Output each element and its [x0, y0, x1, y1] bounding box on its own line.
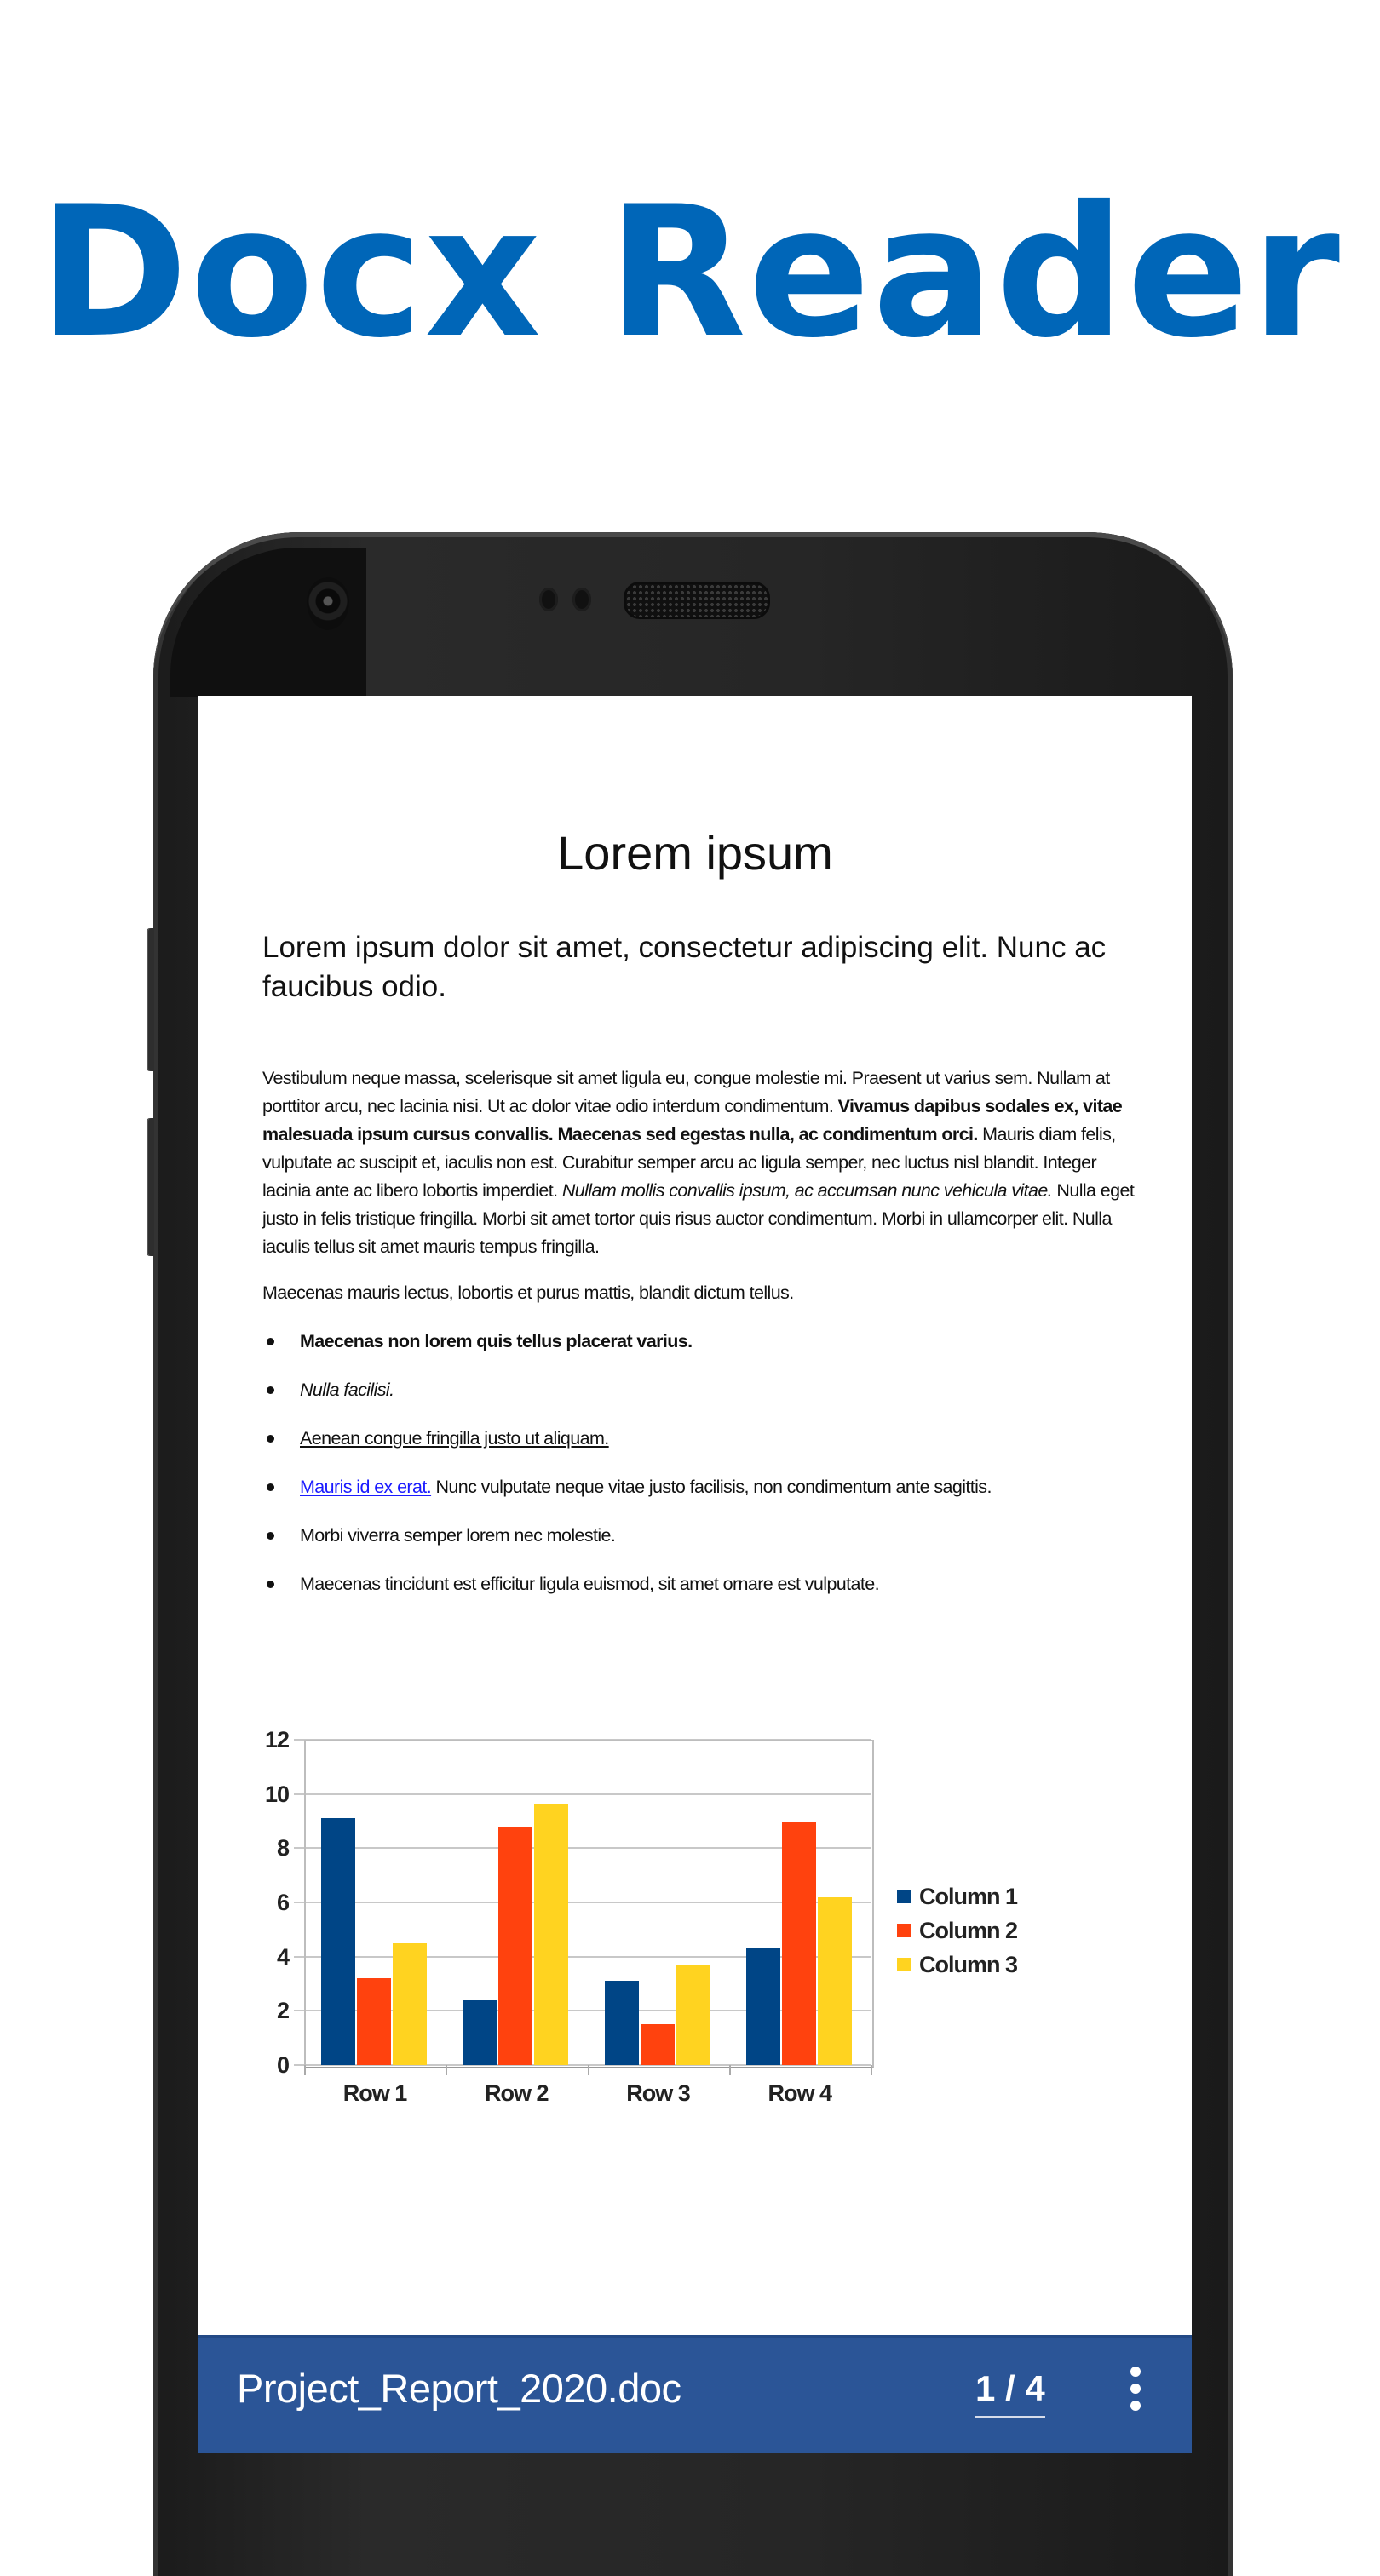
volume-down-button	[147, 1118, 154, 1256]
bullet-icon	[267, 1581, 274, 1588]
paragraph-bold-text: Vivamus dapibus sodales ex, vitae malesuada ipsum cursus convallis. Maecenas sed egestas nulla, ac condimentum orci.	[262, 1096, 1123, 1145]
x-tick	[729, 2065, 731, 2075]
legend-item	[897, 1879, 1017, 1913]
paragraph-text: Nulla eget justo in felis tristique fringilla. Morbi sit amet tortor quis risus auctor condimentum. Morbi in ullamcorper elit. Nulla iaculis tellus sit amet mauris tempus fringilla.	[262, 1180, 1135, 1257]
y-tick-label: 12	[264, 1727, 289, 1753]
x-tick-label: Row 4	[768, 2080, 831, 2106]
x-tick-label: Row 3	[626, 2080, 690, 2106]
y-tick-label: 10	[264, 1781, 289, 1807]
chart-bar	[321, 1818, 355, 2065]
legend-swatch-icon	[897, 1958, 911, 1971]
list-item	[262, 1425, 1157, 1473]
bottom-toolbar	[198, 2335, 1192, 2453]
bullet-icon	[267, 1338, 274, 1345]
document-paragraph	[262, 1064, 1148, 1261]
chart-bar	[746, 1948, 780, 2065]
x-tick-label: Row 1	[342, 2080, 407, 2106]
chart-bar	[676, 1965, 710, 2065]
paragraph-italic-text: Nullam mollis convallis ipsum, ac accumsan nunc vehicula vitae.	[561, 1180, 1053, 1201]
x-tick	[588, 2065, 589, 2075]
light-sensor-icon	[572, 588, 591, 611]
app-screen	[198, 696, 1192, 2453]
chart-bar	[357, 1978, 391, 2065]
chart-bar	[818, 1897, 852, 2065]
bullet-icon	[267, 1435, 274, 1443]
y-tick-label: 0	[276, 2052, 289, 2078]
paragraph-text: Mauris diam felis, vulputate ac suscipit et, iaculis non est. Curabitur semper arcu ac ligula semper, nec luctus nisl blandit. Integer lacinia ante ac libero lobortis imperdiet.	[262, 1124, 1116, 1201]
legend-label: Column 1	[919, 1884, 1018, 1909]
chart-bar	[393, 1943, 427, 2065]
y-tick-label: 4	[276, 1943, 289, 1970]
list-item-text: Aenean congue fringilla justo ut aliquam.	[300, 1428, 609, 1449]
chart-bar	[782, 1822, 816, 2066]
x-tick	[871, 2065, 872, 2075]
legend-label: Column 2	[919, 1918, 1018, 1943]
list-item	[262, 1570, 1157, 1619]
y-tick-label: 2	[276, 1998, 289, 2024]
document-title: Lorem ipsum	[557, 826, 833, 880]
document-paragraph-2: Maecenas mauris lectus, lobortis et purus mattis, blandit dictum tellus.	[262, 1282, 794, 1303]
promo-title: Docx Reader	[37, 167, 1342, 377]
list-item	[262, 1376, 1157, 1425]
bullet-icon	[267, 1532, 274, 1540]
chart-bar	[641, 2024, 675, 2065]
y-tick-label: 6	[276, 1890, 289, 1915]
chart-bar	[605, 1981, 639, 2065]
kebab-vertical-icon[interactable]	[1127, 2367, 1144, 2414]
x-tick	[446, 2065, 447, 2075]
legend-swatch-icon	[897, 1890, 911, 1903]
proximity-sensor-icon	[539, 588, 558, 611]
document-subtitle: Lorem ipsum dolor sit amet, consectetur adipiscing elit. Nunc ac faucibus odio.	[262, 931, 1107, 1003]
chart-bar	[463, 2000, 497, 2065]
y-tick-label: 8	[276, 1835, 289, 1862]
legend-swatch-icon	[897, 1924, 911, 1937]
legend-item	[897, 1913, 1017, 1948]
bullet-list	[262, 1328, 1157, 1619]
list-item	[262, 1522, 1157, 1570]
list-item-text: Nunc vulputate neque vitae justo facilisis, non condimentum ante sagittis.	[431, 1477, 992, 1497]
list-item	[262, 1473, 1157, 1522]
file-name: Project_Report_2020.doc	[237, 2366, 681, 2411]
chart-bar	[534, 1804, 568, 2065]
volume-up-button	[147, 928, 154, 1071]
bullet-icon	[267, 1386, 274, 1394]
chart-bar	[498, 1827, 532, 2065]
list-item-text: Maecenas non lorem quis tellus placerat varius.	[300, 1331, 693, 1351]
bar-chart	[198, 1718, 1192, 2143]
list-item-text: Nulla facilisi.	[300, 1380, 394, 1400]
legend-label: Column 3	[919, 1952, 1018, 1977]
bullet-icon	[267, 1483, 274, 1491]
x-tick-label: Row 2	[484, 2080, 549, 2106]
list-item	[262, 1328, 1157, 1376]
paragraph-text: Vestibulum neque massa, scelerisque sit amet ligula eu, congue molestie mi. Praesent ut varius sem. Nullam at porttitor arcu, nec lacinia nisi. Ut ac dolor vitae odio interdum condimentum.	[262, 1068, 1110, 1116]
list-item-text: Maecenas tincidunt est efficitur ligula euismod, sit amet ornare est vulputate.	[300, 1574, 879, 1594]
chart-legend	[897, 1879, 1017, 1982]
earpiece-speaker-icon	[624, 582, 770, 619]
x-tick	[304, 2065, 306, 2075]
list-item-text: Morbi viverra semper lorem nec molestie.	[300, 1525, 616, 1546]
hyperlink[interactable]: Mauris id ex erat.	[300, 1477, 432, 1497]
legend-item	[897, 1948, 1017, 1982]
page-indicator[interactable]: 1 / 4	[975, 2363, 1045, 2418]
